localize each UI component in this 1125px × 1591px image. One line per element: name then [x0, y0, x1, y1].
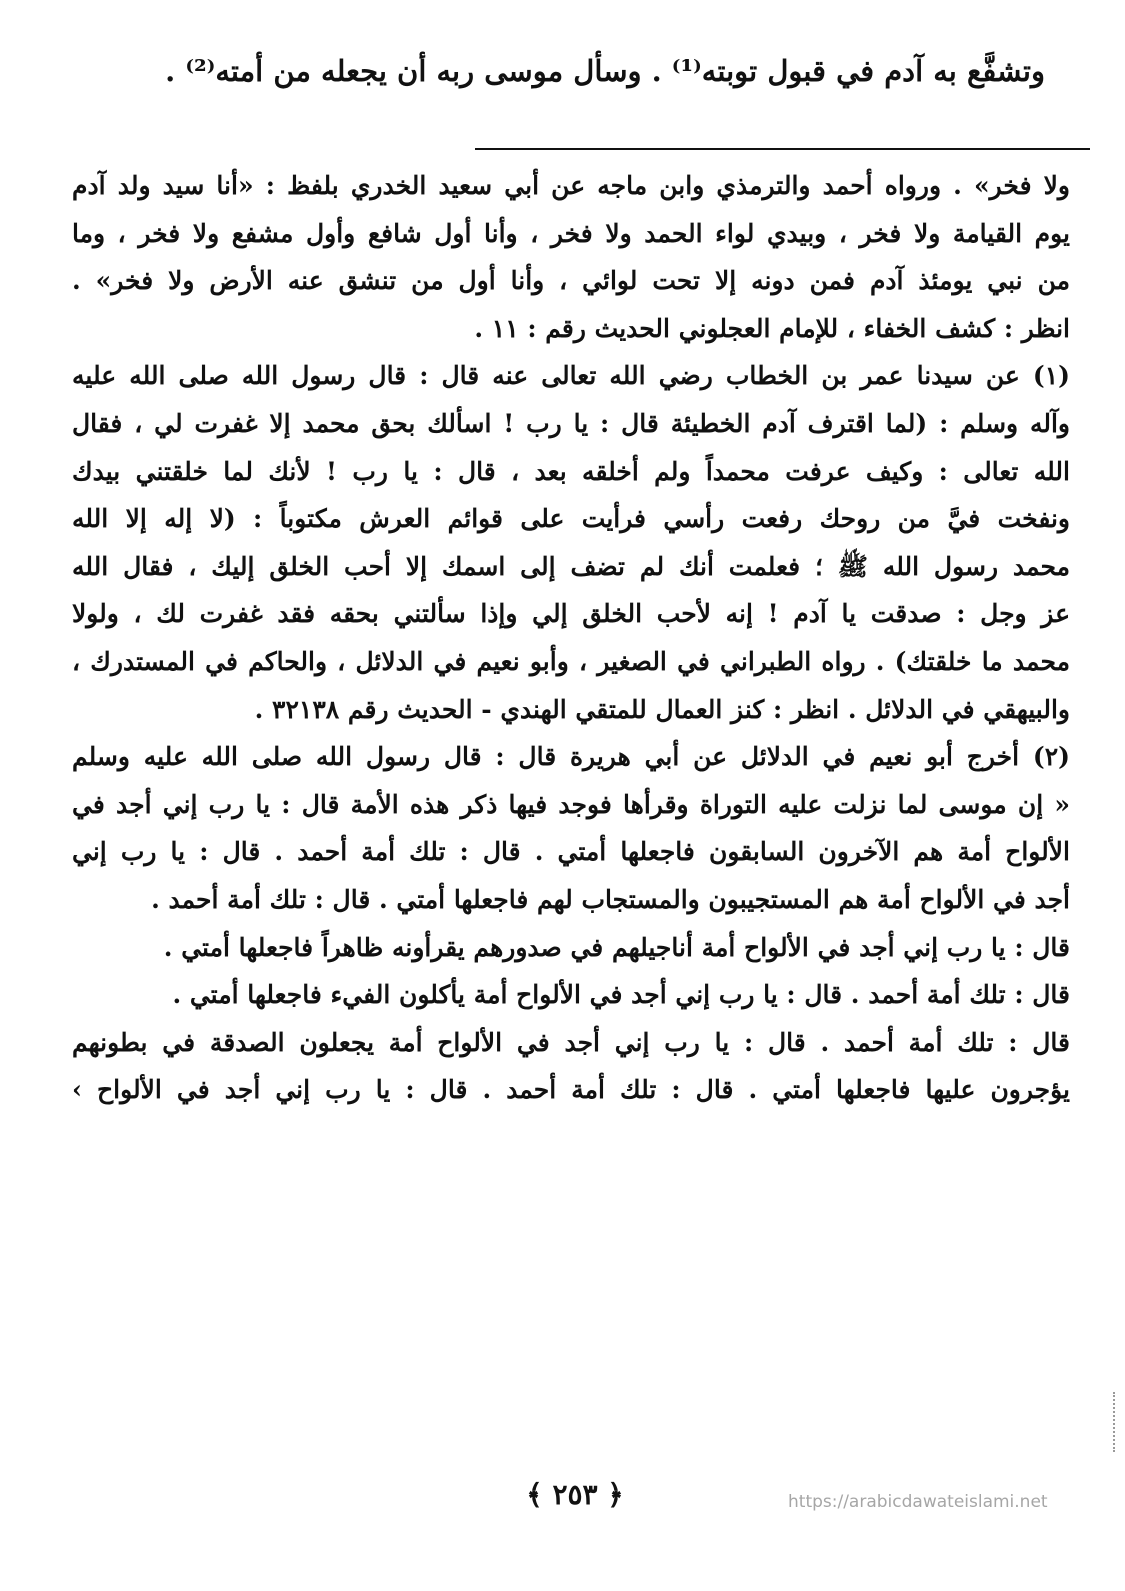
- footnote-line: قال : تلك أمة أحمد . قال : يا رب إني أجد في الألواح أمة يأكلون الفيء فاجعلها أمتي .: [172, 980, 1070, 1010]
- page-number: ﴿ ٢٥٣ ﴾: [526, 1478, 624, 1511]
- footnote-line: انظر : كشف الخفاء ، للإمام العجلوني الحديث رقم : ١١ .: [474, 313, 1070, 343]
- footnote-line: الألواح أمة هم الآخرون السابقون فاجعلها أمتي . قال : تلك أمة أحمد . قال : يا رب إني: [72, 837, 1070, 867]
- footnote-line: محمد رسول الله ﷺ ؛ فعلمت أنك لم تضف إلى اسمك إلا أحب الخلق إليك ، فقال الله: [72, 551, 1070, 581]
- footnote-line: الله تعالى : وكيف عرفت محمداً ولم أخلقه بعد ، قال : يا رب ! لأنك لما خلقتني بيدك: [72, 456, 1070, 486]
- scan-edge-marks: [1099, 1392, 1115, 1452]
- footnote-line: قال : يا رب إني أجد في الألواح أمة أناجيلهم في صدورهم يقرأونه ظاهراً فاجعلها أمتي .: [163, 932, 1070, 962]
- footnote-line: ونفخت فيَّ من روحك رفعت رأسي فرأيت على قوائم العرش مكتوباً : (لا إله إلا الله: [72, 504, 1070, 534]
- footnote-line: والبيهقي في الدلائل . انظر : كنز العمال للمتقي الهندي - الحديث رقم ٣٢١٣٨ .: [254, 694, 1070, 724]
- footnote-line: يؤجرون عليها فاجعلها أمتي . قال : تلك أمة أحمد . قال : يا رب إني أجد في الألواح ›: [72, 1075, 1070, 1105]
- footnote-line: وآله وسلم : (لما اقترف آدم الخطيئة قال : يا رب ! اسألك بحق محمد إلا غفرت لي ، فقال: [72, 408, 1070, 438]
- footnote-line: يوم القيامة ولا فخر ، وبيدي لواء الحمد ولا فخر ، وأنا أول شافع وأول مشفع ولا فخر ، وما: [72, 218, 1070, 248]
- footnote-line: قال : تلك أمة أحمد . قال : يا رب إني أجد في الألواح أمة يجعلون الصدقة في بطونهم: [72, 1027, 1070, 1057]
- footnotes: [72, 162, 1070, 1114]
- source-url: https://arabicdawateislami.net: [788, 1492, 1048, 1512]
- footnote-separator: [475, 148, 1090, 150]
- main-text: وتشفَّع به آدم في قبول توبته⁽¹⁾ . وسأل موسى ربه أن يجعله من أمته⁽²⁾ .: [165, 54, 1045, 88]
- footnote-line: محمد ما خلقتك) . رواه الطبراني في الصغير ، وأبو نعيم في الدلائل ، والحاكم في المستدرك ،: [72, 646, 1070, 676]
- footnote-line: أجد في الألواح أمة هم المستجيبون والمستجاب لهم فاجعلها أمتي . قال : تلك أمة أحمد .: [151, 884, 1070, 914]
- footnote-line: (٢) أخرج أبو نعيم في الدلائل عن أبي هريرة قال : قال رسول الله صلى الله عليه وسلم: [72, 742, 1070, 772]
- footnote-line: من نبي يومئذ آدم فمن دونه إلا تحت لوائي ، وأنا أول من تنشق عنه الأرض ولا فخر» .: [72, 266, 1070, 296]
- footnote-line: ولا فخر» . ورواه أحمد والترمذي وابن ماجه عن أبي سعيد الخدري بلفظ : «أنا سيد ولد آدم: [72, 171, 1070, 200]
- footnote-line: (١) عن سيدنا عمر بن الخطاب رضي الله تعالى عنه قال : قال رسول الله صلى الله عليه: [72, 361, 1070, 391]
- footnote-line: « إن موسى لما نزلت عليه التوراة وقرأها فوجد فيها ذكر هذه الأمة قال : يا رب إني أجد في: [72, 789, 1070, 819]
- footnote-line: عز وجل : صدقت يا آدم ! إنه لأحب الخلق إلي وإذا سألتني بحقه فقد غفرت لك ، ولولا: [72, 599, 1070, 629]
